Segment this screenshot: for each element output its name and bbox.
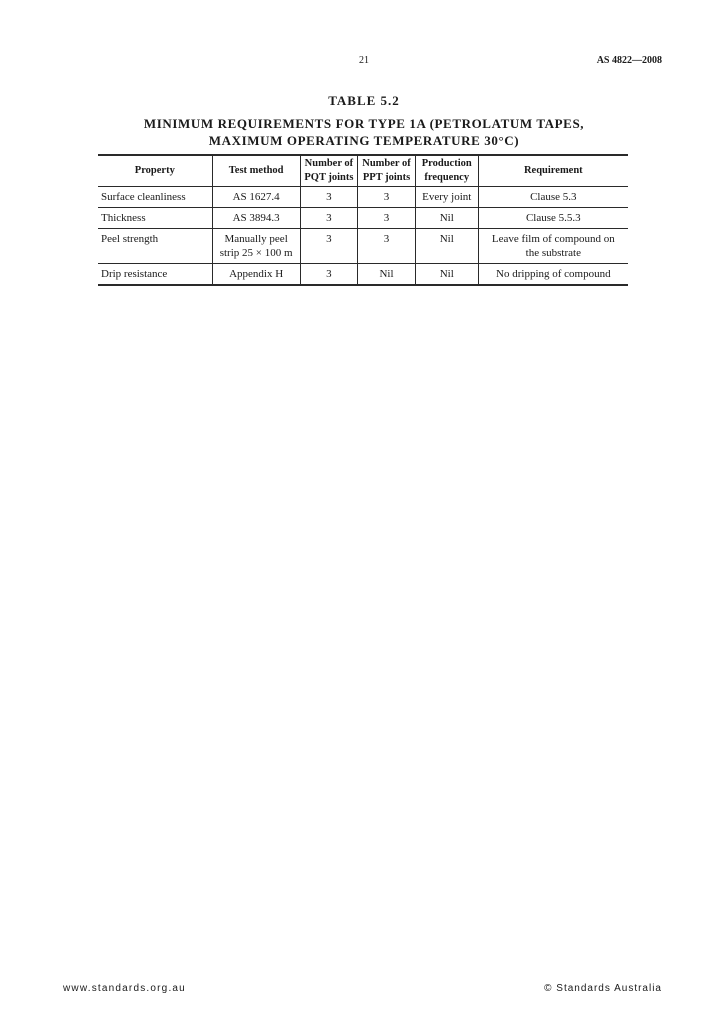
cell-requirement-line-2: the substrate xyxy=(525,247,581,259)
cell-requirement-line-1: Clause 5.3 xyxy=(530,191,577,203)
cell-requirement-line-1: Leave film of compound on xyxy=(491,233,615,245)
cell-test-method-line-1: Manually peel xyxy=(224,233,288,245)
header-ppt-joints xyxy=(358,155,416,187)
cell-requirement xyxy=(478,208,628,229)
cell-requirement-line-1: No dripping of compound xyxy=(496,268,611,280)
cell-property: Drip resistance xyxy=(98,264,212,286)
document-id: AS 4822—2008 xyxy=(596,55,662,66)
cell-test-method-line-1: Appendix H xyxy=(229,268,284,280)
header-freq-line-1: Production xyxy=(421,158,472,169)
cell-pqt: 3 xyxy=(300,208,358,229)
table-title-line-2: MAXIMUM OPERATING TEMPERATURE 30°C) xyxy=(208,133,520,148)
requirements-table xyxy=(98,154,628,286)
table-number: TABLE 5.2 xyxy=(328,93,400,108)
cell-ppt: 3 xyxy=(358,229,416,264)
header-pqt-line-2: PQT joints xyxy=(304,172,354,183)
cell-ppt: Nil xyxy=(358,264,416,286)
cell-property: Peel strength xyxy=(98,229,212,264)
page-number: 21 xyxy=(359,55,369,66)
header-freq-line-2: frequency xyxy=(424,172,470,183)
header-property: Property xyxy=(98,155,212,187)
table-row xyxy=(98,187,628,208)
table-row xyxy=(98,264,628,286)
table-title xyxy=(0,115,728,149)
cell-ppt: 3 xyxy=(358,208,416,229)
cell-requirement xyxy=(478,187,628,208)
cell-test-method xyxy=(212,208,300,229)
cell-frequency: Nil xyxy=(415,264,478,286)
cell-frequency: Nil xyxy=(415,208,478,229)
footer-url: www.standards.org.au xyxy=(63,983,186,994)
cell-test-method xyxy=(212,264,300,286)
cell-test-method xyxy=(212,229,300,264)
cell-requirement xyxy=(478,229,628,264)
header-production-frequency xyxy=(415,155,478,187)
cell-ppt: 3 xyxy=(358,187,416,208)
table-header-row xyxy=(98,155,628,187)
table-row xyxy=(98,208,628,229)
cell-frequency: Every joint xyxy=(415,187,478,208)
cell-test-method xyxy=(212,187,300,208)
header-pqt-line-1: Number of xyxy=(304,158,354,169)
cell-pqt: 3 xyxy=(300,229,358,264)
header-test-method: Test method xyxy=(212,155,300,187)
cell-test-method-line-1: AS 1627.4 xyxy=(232,191,280,203)
cell-test-method-line-2: strip 25 × 100 m xyxy=(219,247,293,259)
header-pqt-joints xyxy=(300,155,358,187)
cell-property: Surface cleanliness xyxy=(98,187,212,208)
footer-copyright: © Standards Australia xyxy=(544,983,662,994)
header-ppt-line-2: PPT joints xyxy=(362,172,411,183)
cell-property: Thickness xyxy=(98,208,212,229)
header-ppt-line-1: Number of xyxy=(362,158,411,169)
cell-test-method-line-1: AS 3894.3 xyxy=(232,212,280,224)
cell-pqt: 3 xyxy=(300,187,358,208)
cell-requirement-line-1: Clause 5.5.3 xyxy=(525,212,581,224)
header-requirement: Requirement xyxy=(478,155,628,187)
cell-frequency: Nil xyxy=(415,229,478,264)
table-row xyxy=(98,229,628,264)
table-title-line-1: MINIMUM REQUIREMENTS FOR TYPE 1A (PETROLATUM TAPES, xyxy=(143,116,585,131)
cell-pqt: 3 xyxy=(300,264,358,286)
cell-requirement xyxy=(478,264,628,286)
